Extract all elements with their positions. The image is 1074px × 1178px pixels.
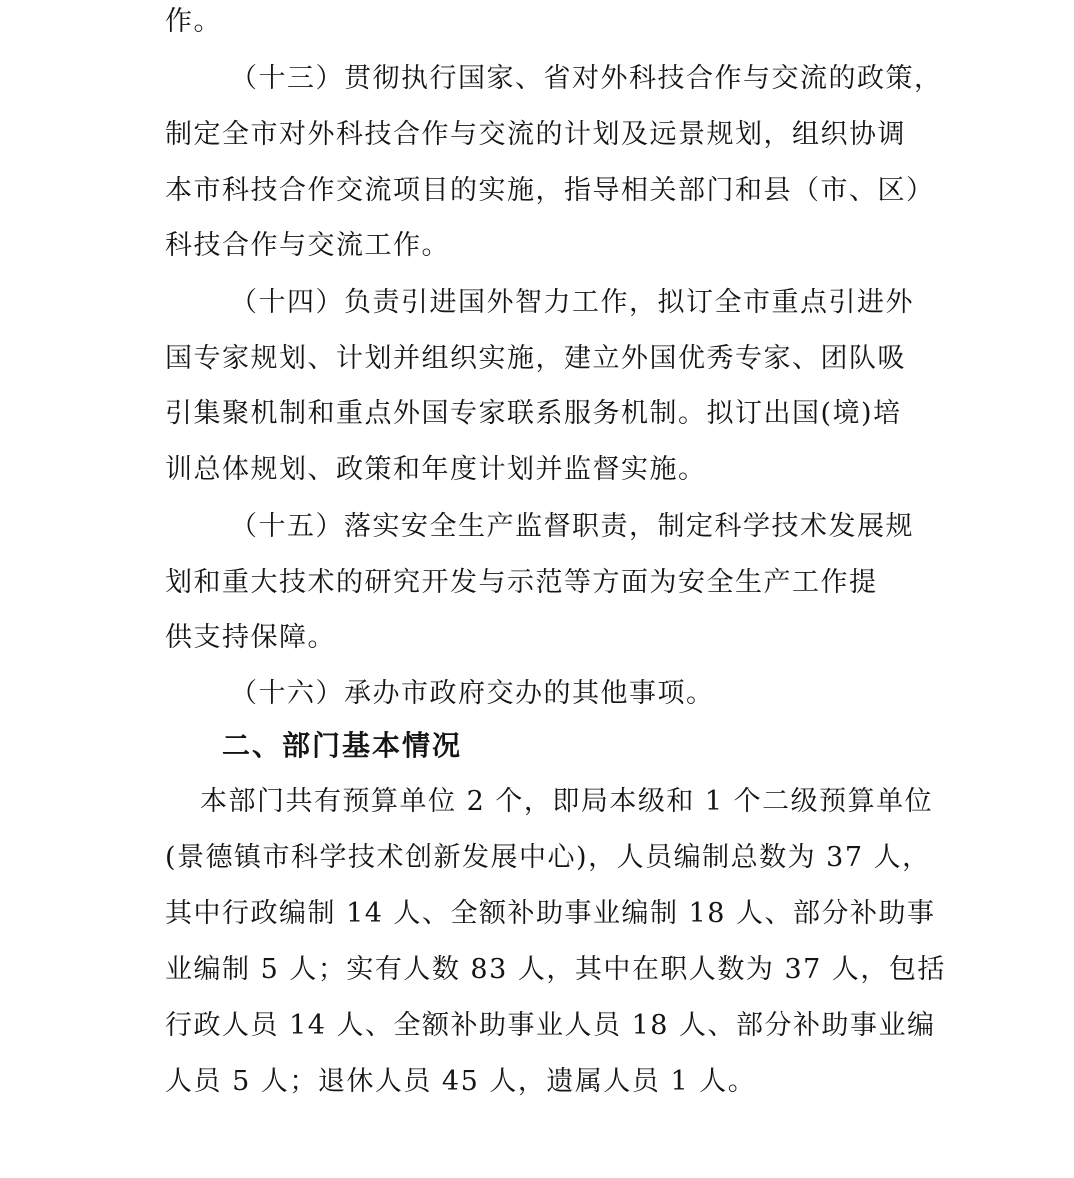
paragraph-15-line-2: 划和重大技术的研究开发与示范等方面为安全生产工作提: [165, 567, 878, 598]
section-heading: 二、部门基本情况: [222, 729, 463, 762]
basic-info-line-5: 行政人员 14 人、全额补助事业人员 18 人、部分补助事业编: [165, 1010, 936, 1041]
basic-info-line-3: 其中行政编制 14 人、全额补助事业编制 18 人、部分补助事: [165, 898, 936, 929]
paragraph-16-line-1: （十六）承办市政府交办的其他事项。: [230, 678, 715, 709]
basic-info-line-4: 业编制 5 人；实有人数 83 人，其中在职人数为 37 人，包括: [165, 954, 946, 985]
basic-info-line-6: 人员 5 人；退休人员 45 人，遗属人员 1 人。: [165, 1066, 757, 1097]
paragraph-15-line-3: 供支持保障。: [165, 622, 336, 653]
paragraph-14-line-4: 训总体规划、政策和年度计划并监督实施。: [165, 454, 707, 485]
paragraph-15-line-1: （十五）落实安全生产监督职责，制定科学技术发展规: [230, 511, 914, 542]
paragraph-12-line-tail: 作。: [165, 6, 222, 37]
paragraph-13-line-3: 本市科技合作交流项目的实施，指导相关部门和县（市、区）: [165, 175, 935, 206]
paragraph-14-line-2: 国专家规划、计划并组织实施，建立外国优秀专家、团队吸: [165, 343, 906, 374]
paragraph-14-line-1: （十四）负责引进国外智力工作，拟订全市重点引进外: [230, 287, 914, 318]
paragraph-13-line-1: （十三）贯彻执行国家、省对外科技合作与交流的政策，: [230, 63, 943, 94]
basic-info-line-1: 本部门共有预算单位 2 个，即局本级和 1 个二级预算单位: [200, 786, 934, 817]
paragraph-14-line-3: 引集聚机制和重点外国专家联系服务机制。拟订出国(境)培: [165, 398, 902, 429]
basic-info-line-2: (景德镇市科学技术创新发展中心)，人员编制总数为 37 人，: [165, 842, 931, 873]
paragraph-13-line-4: 科技合作与交流工作。: [165, 230, 450, 261]
paragraph-13-line-2: 制定全市对外科技合作与交流的计划及远景规划，组织协调: [165, 119, 906, 150]
